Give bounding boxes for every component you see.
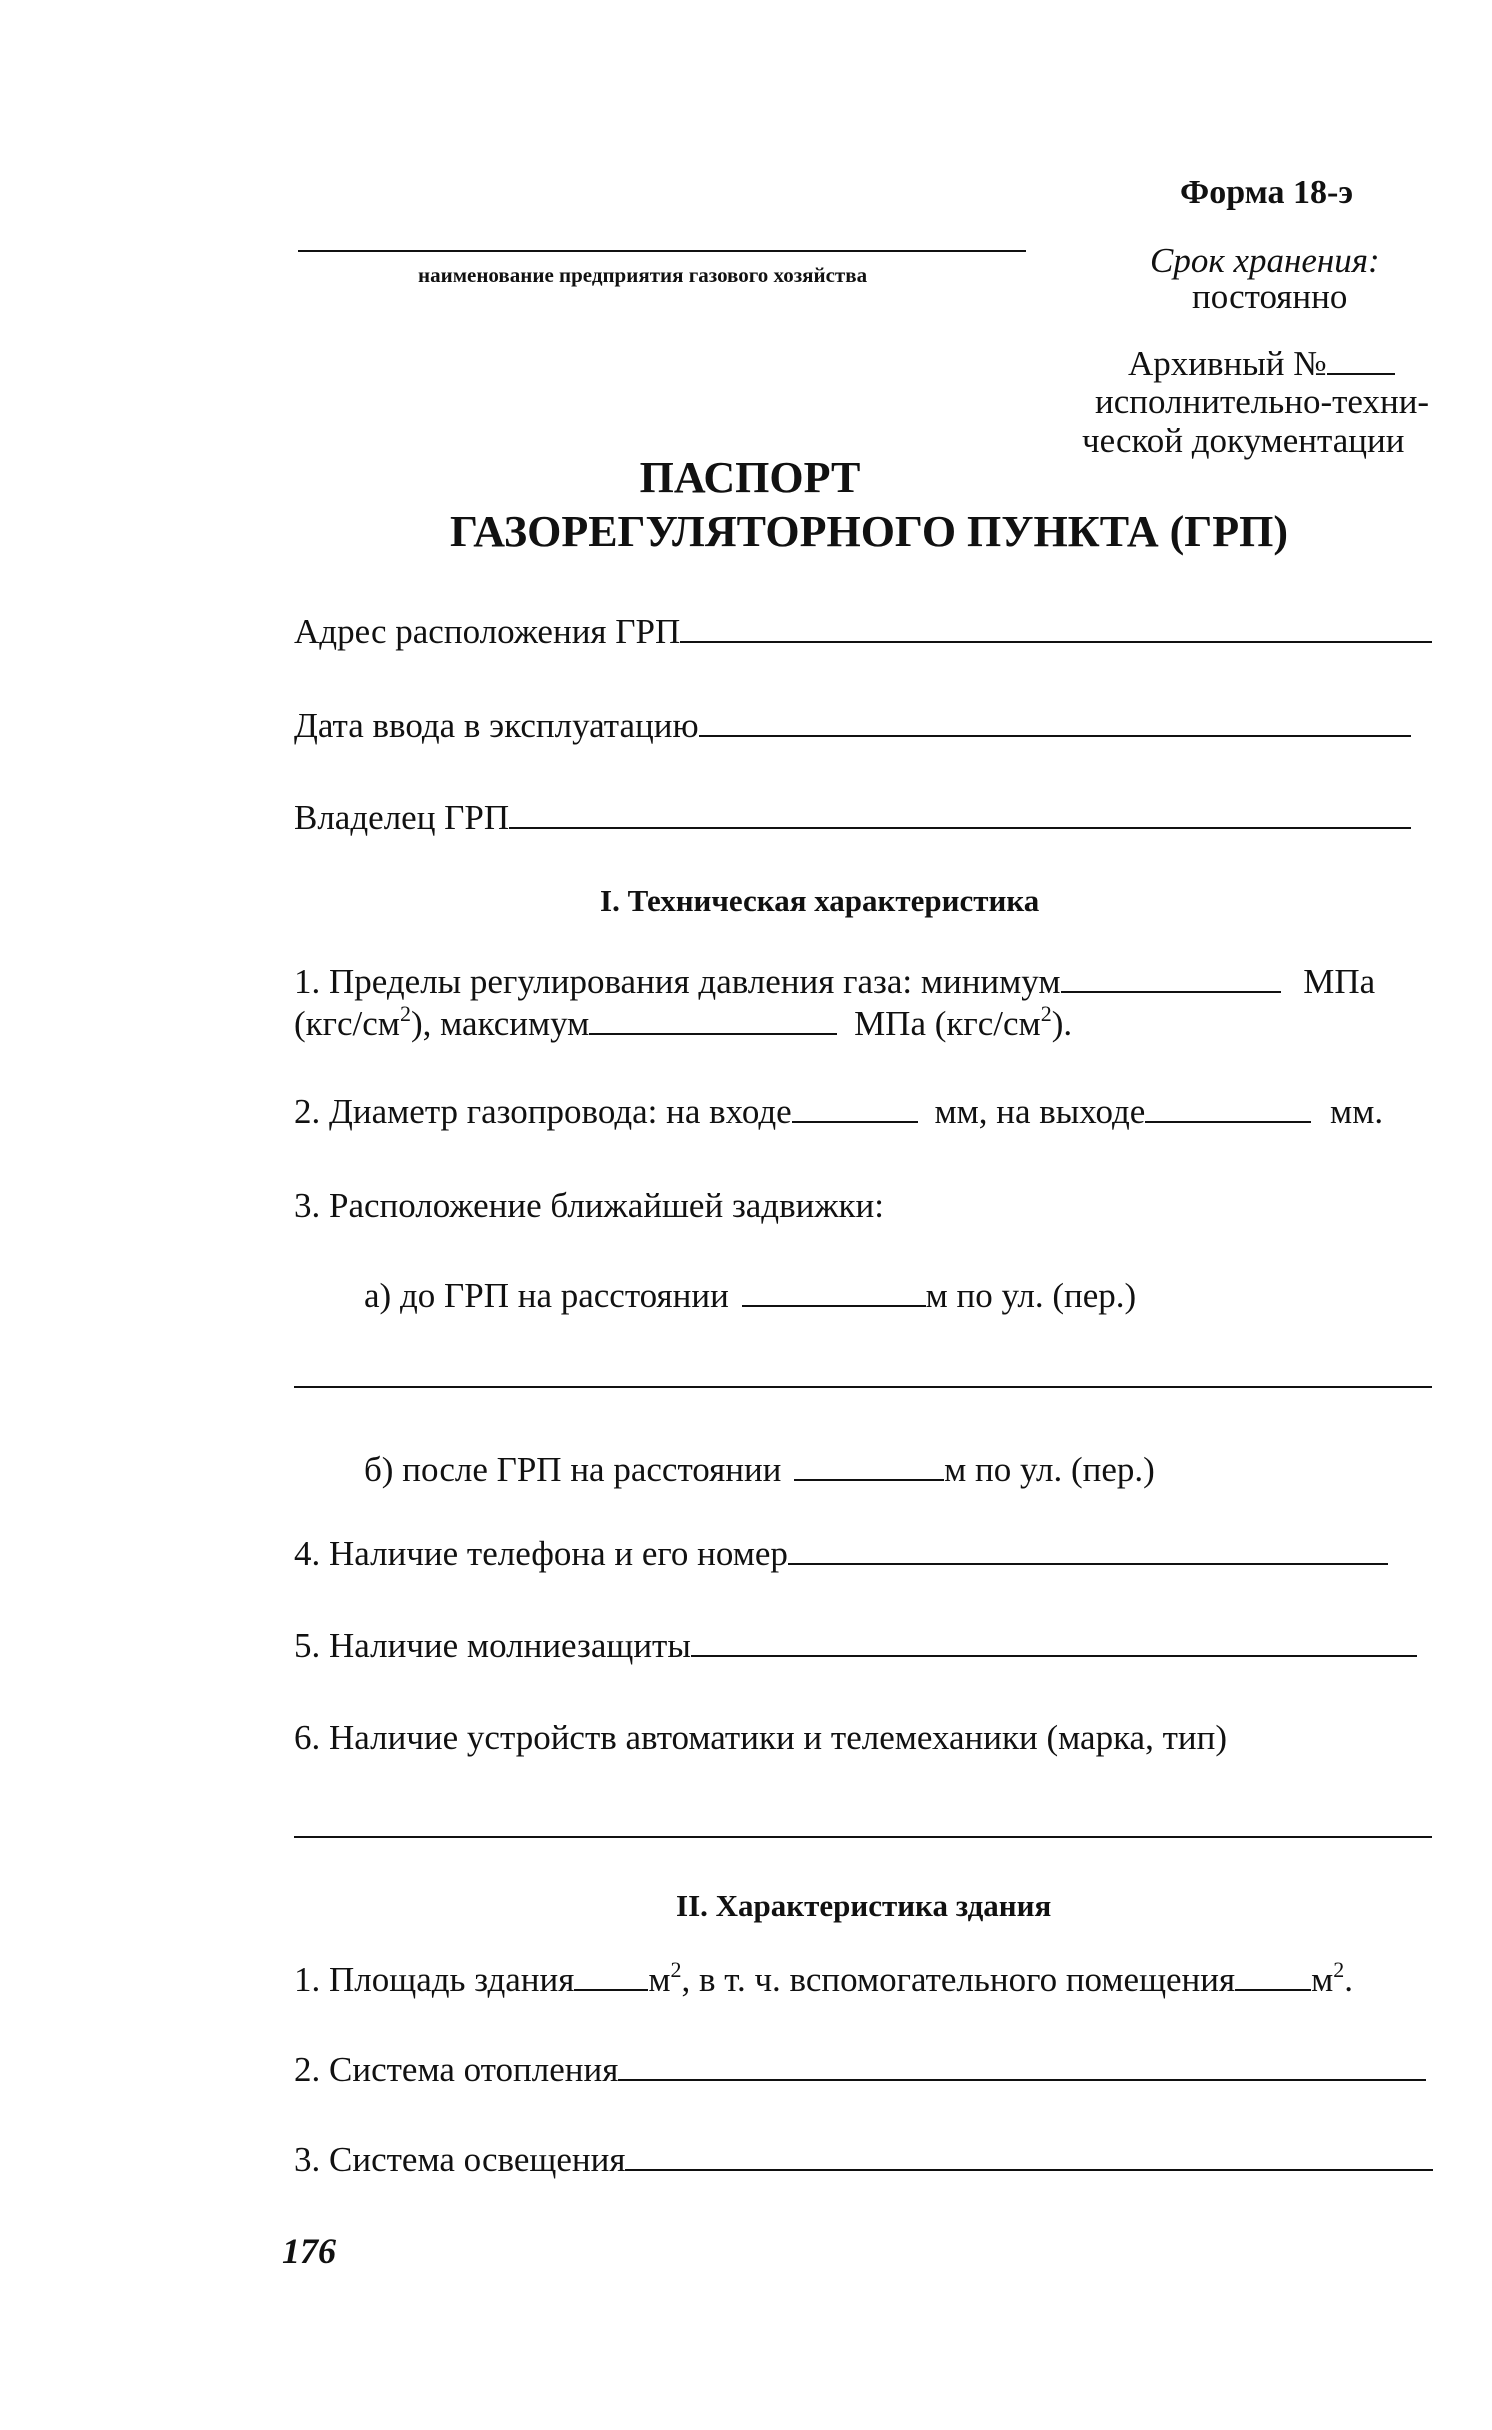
item-5 (294, 1626, 1417, 1666)
valve-before-street-line[interactable] (294, 1386, 1432, 1388)
date-input-line[interactable] (699, 735, 1411, 737)
m-unit: м (1311, 1960, 1334, 1999)
valve-before-distance[interactable] (742, 1305, 926, 1307)
diameter-out-field[interactable] (1145, 1121, 1311, 1123)
archive-number-field[interactable] (1327, 373, 1395, 375)
superscript: 2 (670, 1957, 682, 1982)
mpa-kgs-unit: МПа (кгс/см (854, 1004, 1041, 1043)
document-title: ПАСПОРТ (639, 453, 861, 502)
closing-paren: ). (1051, 1004, 1073, 1043)
pressure-max-field[interactable] (589, 1033, 837, 1035)
pressure-max-label: ), максимум (410, 1004, 590, 1043)
section-2-title: II. Характеристика здания (676, 1888, 1052, 1923)
owner-input-line[interactable] (509, 827, 1411, 829)
archive-label-text: Архивный № (1128, 344, 1327, 383)
item-3b (364, 1450, 1155, 1490)
diameter-in-field[interactable] (792, 1121, 918, 1123)
heating-label: 2. Система отопления (294, 2050, 619, 2089)
diameter-out-label: мм, на выходе (934, 1092, 1146, 1131)
archive-line-3: ческой документации (1082, 421, 1405, 460)
valve-after-street: м по ул. (пер.) (944, 1450, 1155, 1489)
date-field (294, 706, 1411, 746)
aux-area-field[interactable] (1235, 1989, 1311, 1991)
superscript: 2 (1040, 1001, 1052, 1026)
item-3: 3. Расположение ближайшей задвижки: (294, 1186, 885, 1225)
valve-after-label: б) после ГРП на расстоянии (364, 1450, 782, 1489)
owner-field (294, 798, 1411, 838)
lighting-field[interactable] (625, 2169, 1433, 2171)
phone-field[interactable] (788, 1563, 1388, 1565)
pressure-min-field[interactable] (1061, 991, 1281, 993)
item-2 (294, 1092, 1383, 1132)
diameter-in-label: 2. Диаметр газопровода: на входе (294, 1092, 792, 1131)
valve-after-distance[interactable] (794, 1479, 944, 1481)
storage-label: Срок хранения: (1150, 241, 1380, 280)
item-6: 6. Наличие устройств автоматики и телемеханики (марка, тип) (294, 1718, 1228, 1757)
area-field[interactable] (574, 1989, 648, 1991)
item-1-line-2 (294, 1001, 1073, 1044)
section-1-title: I. Техническая характеристика (600, 883, 1040, 918)
address-label: Адрес расположения ГРП (294, 612, 681, 651)
s2-item-2 (294, 2050, 1426, 2090)
address-field (294, 612, 1432, 652)
aux-area-label: , в т. ч. вспомогательного помещения (681, 1960, 1236, 1999)
mpa-unit: МПа (1303, 962, 1376, 1001)
valve-before-label: а) до ГРП на расстоянии (364, 1276, 729, 1315)
date-label: Дата ввода в эксплуатацию (294, 706, 699, 745)
area-label: 1. Площадь здания (294, 1960, 575, 1999)
item-4 (294, 1534, 1388, 1574)
superscript: 2 (1333, 1957, 1345, 1982)
period: . (1344, 1960, 1354, 1999)
m-unit: м (648, 1960, 671, 1999)
automation-line[interactable] (294, 1836, 1432, 1838)
archive-line-2: исполнительно-техни- (1095, 382, 1430, 421)
lightning-label: 5. Наличие молниезащиты (294, 1626, 691, 1665)
mm-unit: мм. (1330, 1092, 1384, 1131)
s2-item-3 (294, 2140, 1433, 2180)
page-number: 176 (282, 2231, 336, 2271)
storage-value: постоянно (1192, 277, 1348, 316)
item-3a (364, 1276, 1136, 1316)
org-name-line[interactable] (298, 250, 1026, 252)
pressure-min-label: 1. Пределы регулирования давления газа: минимум (294, 962, 1061, 1001)
item-1-line-1 (294, 962, 1375, 1002)
s2-item-1 (294, 1957, 1354, 2000)
heating-field[interactable] (618, 2079, 1426, 2081)
document-subtitle: ГАЗОРЕГУЛЯТОРНОГО ПУНКТА (ГРП) (450, 507, 1289, 556)
org-name-caption: наименование предприятия газового хозяйства (418, 263, 868, 287)
archive-number-label (1128, 344, 1395, 384)
lightning-field[interactable] (691, 1655, 1417, 1657)
address-input-line[interactable] (680, 641, 1432, 643)
valve-before-street: м по ул. (пер.) (925, 1276, 1137, 1315)
lighting-label: 3. Система освещения (294, 2140, 626, 2179)
form-number: Форма 18-э (1180, 174, 1354, 211)
superscript: 2 (399, 1001, 411, 1026)
kgs-unit: (кгс/см (294, 1004, 400, 1043)
phone-label: 4. Наличие телефона и его номер (294, 1534, 788, 1573)
owner-label: Владелец ГРП (294, 798, 510, 837)
